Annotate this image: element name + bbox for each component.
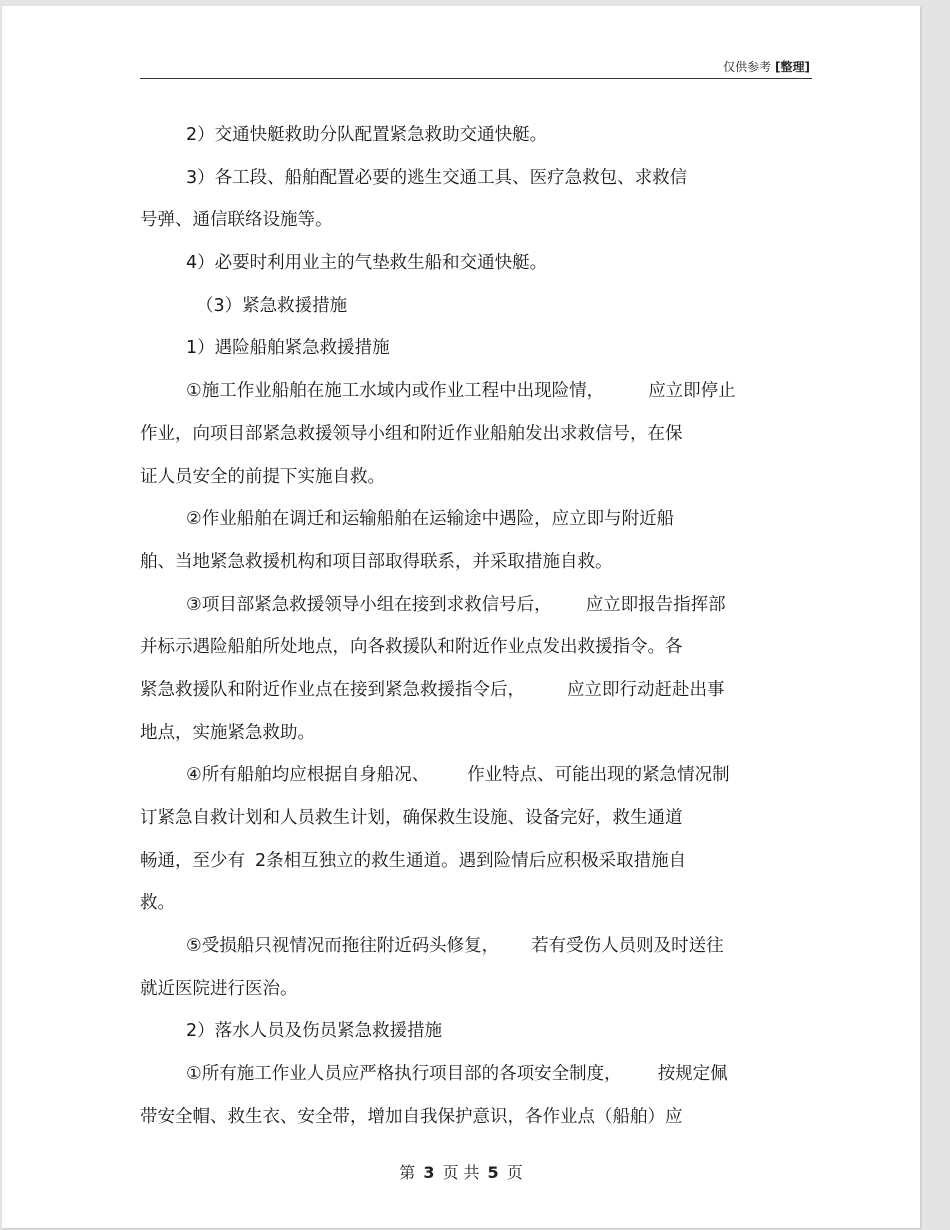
line-text: 紧急救援队和附近作业点在接到紧急救援指令后， (140, 679, 525, 700)
text-line (140, 242, 820, 285)
text-line (140, 669, 820, 712)
text-line (140, 199, 820, 242)
footer-page-number: 3 (423, 1163, 435, 1182)
footer-middle: 页 共 (442, 1163, 480, 1182)
text-line (140, 1096, 820, 1139)
subsection-heading (140, 327, 820, 370)
text-line (140, 541, 820, 584)
text-line (140, 840, 820, 883)
text-line (140, 114, 820, 157)
line-text: 应立即停止 (648, 381, 736, 402)
header-note (723, 58, 810, 75)
line-text: 就近医院进行医治。 (140, 978, 298, 999)
line-text: ⑤受损船只视情况而拖往附近码头修复， (186, 936, 500, 957)
line-text: ①所有施工作业人员应严格执行项目部的各项安全制度， (186, 1064, 622, 1085)
text-line (140, 584, 820, 627)
line-text: 订紧急自救计划和人员救生计划，确保救生设施、设备完好，救生通道 (140, 808, 683, 828)
line-text: 条相互独立的救生通道。遇到险情后应积极采取措施自 (266, 850, 687, 871)
line-text: 并标示遇险船舶所处地点，向各救援队和附近作业点发出救援指令。各 (140, 637, 683, 658)
text-line (140, 797, 820, 840)
text-line (140, 925, 820, 968)
text-line (140, 498, 820, 541)
line-text: 2 (255, 850, 267, 871)
header-rule (140, 78, 812, 79)
line-text: ④所有船舶均应根据自身船况、 (186, 765, 430, 786)
footer-suffix: 页 (506, 1163, 523, 1182)
header-tag: [整理] (775, 60, 810, 74)
line-text: 4）必要时利用业主的气垫救生船和交通快艇。 (186, 253, 548, 274)
line-text: 2）交通快艇救助分队配置紧急救助交通快艇。 (186, 125, 548, 145)
line-text: 救。 (140, 893, 175, 914)
line-text: 证人员安全的前提下实施自救。 (140, 466, 385, 487)
line-text: ③项目部紧急救援领导小组在接到求救信号后， (186, 594, 552, 615)
document-body (140, 114, 820, 1139)
text-line (140, 968, 820, 1011)
footer-prefix: 第 (399, 1163, 416, 1182)
text-line (140, 456, 820, 499)
line-text: （3）紧急救援措施 (196, 295, 348, 316)
text-line (140, 1053, 820, 1096)
text-line (140, 370, 820, 413)
line-text: 舶、当地紧急救援机构和项目部取得联系，并采取措施自救。 (140, 551, 613, 572)
line-text: 2）落水人员及伤员紧急救援措施 (186, 1021, 443, 1042)
header-note-text: 仅供参考 (723, 60, 772, 74)
line-text: ①施工作业船舶在施工水域内或作业工程中出现险情， (186, 381, 605, 402)
line-text: 作业，向项目部紧急救援领导小组和附近作业船舶发出求救信号，在保 (140, 423, 683, 444)
text-line (140, 157, 820, 200)
text-line (140, 413, 820, 456)
page-footer (2, 1160, 920, 1183)
line-text: 号弹、通信联络设施等。 (140, 210, 333, 231)
section-heading (140, 285, 820, 328)
line-text: 作业特点、可能出现的紧急情况制 (467, 765, 730, 786)
text-line (140, 754, 820, 797)
text-line (140, 882, 820, 925)
text-line (140, 626, 820, 669)
text-line (140, 712, 820, 755)
document-page (2, 6, 920, 1228)
subsection-heading (140, 1010, 820, 1053)
line-text: 畅通，至少有 (140, 850, 245, 871)
line-text: 地点，实施紧急救助。 (140, 722, 315, 743)
line-text: 3）各工段、船舶配置必要的逃生交通工具、医疗急救包、求救信 (186, 167, 688, 188)
line-text: 若有受伤人员则及时送往 (531, 936, 724, 957)
line-text: 1）遇险船舶紧急救援措施 (186, 338, 390, 359)
line-text: 按规定佩 (657, 1064, 728, 1085)
line-text: ②作业船舶在调迁和运输船舶在运输途中遇险，应立即与附近船 (186, 509, 675, 530)
line-text: 带安全帽、救生衣、安全带，增加自我保护意识，各作业点（船舶）应 (140, 1106, 683, 1127)
line-text: 应立即行动赶赴出事 (567, 679, 725, 700)
line-text: 应立即报告指挥部 (585, 594, 726, 615)
footer-total-pages: 5 (487, 1163, 499, 1182)
